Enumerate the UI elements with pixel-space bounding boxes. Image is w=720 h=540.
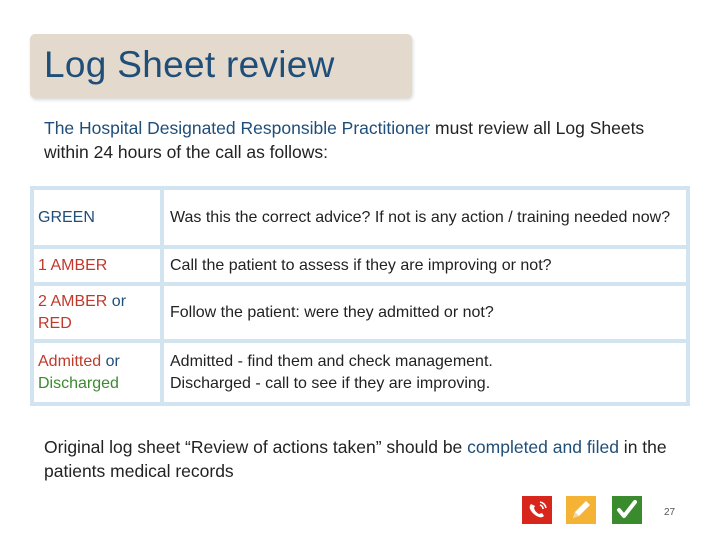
checkmark-icon [612, 496, 642, 524]
footer-highlight: completed and filed [467, 437, 619, 457]
row-2-action: Call the patient to assess if they are improving or not? [164, 249, 686, 282]
page-title: Log Sheet review [44, 44, 335, 85]
row-1-action: Was this the correct advice? If not is any action / training needed now? [164, 190, 686, 245]
footer-text [44, 435, 684, 483]
footer-prefix: Original log sheet “Review of actions taken” should be [44, 437, 468, 457]
row-2-label-part-1: 1 AMBER [38, 256, 108, 274]
row-1-label [34, 190, 160, 245]
row-3-label-part-2: or [107, 292, 127, 310]
intro-rest: must review all Log Sheets within 24 hours of the call as follows: [44, 118, 645, 162]
pencil-icon [566, 496, 596, 524]
row-3-label [34, 286, 160, 339]
row-4-label-part-3: Discharged [38, 374, 119, 392]
row-3-action: Follow the patient: were they admitted or not? [164, 286, 686, 339]
row-3-label-part-1: 2 AMBER [38, 292, 108, 310]
page-number: 27 [664, 507, 676, 518]
row-3-label-part-3: RED [38, 314, 72, 332]
intro-text [44, 116, 684, 164]
row-2-label [34, 249, 160, 282]
review-table [30, 186, 690, 406]
row-1-label-part-1: GREEN [38, 208, 95, 226]
row-4-action: Admitted - find them and check management. Discharged - call to see if they are improving. [164, 343, 686, 402]
phone-icon [522, 496, 552, 524]
footer-suffix: in the patients medical records [44, 437, 667, 481]
row-4-label [34, 343, 160, 402]
intro-highlight: The Hospital Designated Responsible Practitioner [44, 118, 431, 138]
row-4-label-part-2: or [101, 352, 120, 370]
row-4-label-part-1: Admitted [38, 352, 102, 370]
